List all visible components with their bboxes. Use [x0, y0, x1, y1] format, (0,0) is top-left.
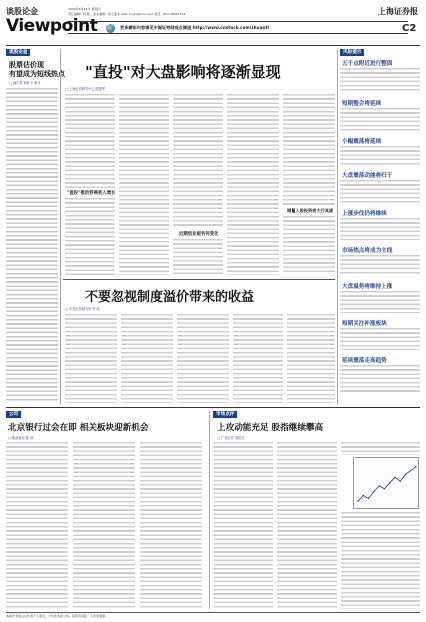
right-column-item-body: [340, 179, 420, 203]
lead-story-subhead-2: 近期创业板有何变化: [179, 232, 219, 237]
lead-story-col-5: [283, 93, 335, 205]
bottom-right-author: □ 广发证券 刘世武: [217, 436, 245, 440]
left-column-author: □ 福尔贺 黄叶平 明月: [9, 81, 41, 85]
chart-point: [378, 485, 379, 486]
lead-story-col-3b: [173, 238, 223, 275]
section-top-label: 谈股论金: [6, 6, 38, 16]
right-column-tag: 风险提示: [340, 49, 364, 56]
bottom-left-col-1: [6, 441, 68, 609]
column-divider-right: [337, 49, 338, 404]
chart-point: [410, 470, 411, 471]
lead-story-col-1b: [65, 197, 115, 275]
bottom-rule: [6, 407, 420, 408]
lead-story-col-5b: [283, 215, 335, 275]
right-column-item-body: [340, 107, 420, 131]
right-column-item: [340, 246, 420, 278]
bottom-right-col-2: [277, 441, 337, 609]
bottom-divider: [209, 411, 210, 609]
lead-story: [63, 49, 335, 277]
left-column: [6, 49, 65, 404]
right-column-item-body: [340, 67, 420, 93]
chart-point: [405, 474, 406, 475]
paper-name: 上海证券报: [378, 6, 418, 16]
main-story-2-col-5: [287, 313, 335, 403]
main-story-2: [63, 283, 335, 405]
right-column-item-body: [340, 217, 420, 240]
main-story-2-col-4: [233, 313, 283, 403]
lead-story-col-2: [119, 93, 169, 275]
right-column-item: [340, 282, 420, 315]
main-story-2-col-3: [177, 313, 229, 403]
right-column-item: [340, 137, 420, 167]
right-column-item-title: 大盘温势将维持上涨: [342, 284, 393, 290]
right-column: [340, 49, 420, 404]
page-number: C2: [402, 23, 417, 34]
bottom-right-col-1: [213, 441, 273, 609]
bottom-left-col-2: [73, 441, 135, 609]
lead-story-col-4: [227, 93, 279, 275]
lead-story-subhead-1: "直投"推动券商收入增长: [67, 191, 116, 196]
masthead-rule: [6, 45, 420, 46]
column-divider-left: [60, 49, 61, 404]
lead-story-title: "直投"对大盘影响将逐渐显现: [85, 63, 281, 81]
right-column-item-title: 短期整合将延续: [342, 101, 382, 107]
date-line: 2009年8月23日 星期四: [68, 7, 101, 11]
right-column-item-body: [340, 145, 420, 165]
index-chart-svg: [354, 458, 420, 510]
right-column-item-title: 大盘震荡动能将归于: [342, 173, 393, 179]
ad-text: 更多精彩内容请见中国证券网观点频道 http://www.cnstock.com/zhuanti: [120, 25, 269, 30]
right-column-item: [340, 356, 420, 396]
main-story-2-author: □ 东吴证券研究所 任 浩: [65, 307, 100, 311]
right-column-item: [340, 99, 420, 133]
masthead: [6, 4, 420, 44]
main-story-2-col-2: [121, 313, 173, 403]
chart-point: [357, 501, 358, 502]
bottom-left-story: [6, 411, 206, 611]
chart-series-line: [358, 467, 416, 501]
right-column-item-title: 市场热点将成为主线: [342, 248, 393, 254]
lead-story-col-3: [173, 93, 223, 228]
chart-point: [373, 491, 374, 492]
right-column-item: [340, 319, 420, 352]
right-column-item-body: [340, 364, 420, 394]
editor-line: 责任编辑：杨清仁 美术编辑：常立湛 E-mail: tcyzs@tom.com 电话：021-38967724: [68, 12, 186, 16]
brand-logo: Viewpoint: [6, 16, 98, 36]
chart-point: [399, 480, 400, 481]
bottom-right-col-3b: [341, 511, 420, 609]
right-column-item-title: 小幅震荡将延续: [342, 139, 382, 145]
bottom-left-col-3: [140, 441, 202, 609]
left-column-body: [6, 87, 58, 402]
right-column-item-body: [340, 327, 420, 350]
bottom-left-title: 北京银行过会在即 相关板块迎新机会: [8, 423, 149, 433]
lead-story-col-1: [65, 93, 115, 188]
chart-point: [384, 488, 385, 489]
bottom-right-col-3a: [341, 441, 420, 455]
ad-globe-icon: [106, 24, 115, 33]
right-column-item-title: 五千点附近进行整固: [342, 61, 393, 67]
left-column-title-1: 股票估价现: [9, 60, 44, 69]
ad-banner: [68, 21, 408, 34]
right-column-item-title: 延续震荡走高趋势: [342, 358, 387, 364]
lead-story-author: □ 上海证券研究中心 陈建军: [65, 87, 106, 91]
index-chart: [353, 457, 419, 509]
chart-point: [368, 498, 369, 499]
bottom-left-author: □ 新浪财经 陈 林: [8, 436, 34, 440]
chart-point: [363, 495, 364, 496]
footer-note: 本版作者观点仅代表个人观点，不代表本报立场。投资有风险，入市需谨慎。: [6, 614, 109, 618]
right-column-item: [340, 209, 420, 242]
right-column-item-title: 短期关注补涨板块: [342, 321, 387, 327]
main-story-2-title: 不要忽视制度溢价带来的收益: [85, 290, 255, 305]
bottom-right-tag: 市场点评: [213, 411, 237, 418]
chart-point: [415, 466, 416, 467]
bottom-left-tag: 公司: [6, 411, 21, 418]
chart-point: [389, 482, 390, 483]
chart-point: [394, 477, 395, 478]
main-story-2-col-1: [65, 313, 117, 403]
lead-story-subhead-3: 增量入股投资者大行其道: [287, 208, 334, 213]
left-column-title-2: 有望成为短线热点: [9, 69, 65, 78]
bottom-right-story: [213, 411, 420, 611]
right-column-item: [340, 59, 420, 95]
lead-story-bottom-rule: [63, 279, 335, 280]
right-column-item-body: [340, 254, 420, 276]
footer-rule: [6, 612, 420, 613]
right-column-item-body: [340, 290, 420, 313]
bottom-right-title: 上攻动能充足 股指继续攀高: [217, 423, 324, 433]
left-column-tag: 谈股论金: [6, 49, 30, 56]
right-column-item-title: 上涨步伐仍将继续: [342, 211, 387, 217]
right-column-item: [340, 171, 420, 205]
